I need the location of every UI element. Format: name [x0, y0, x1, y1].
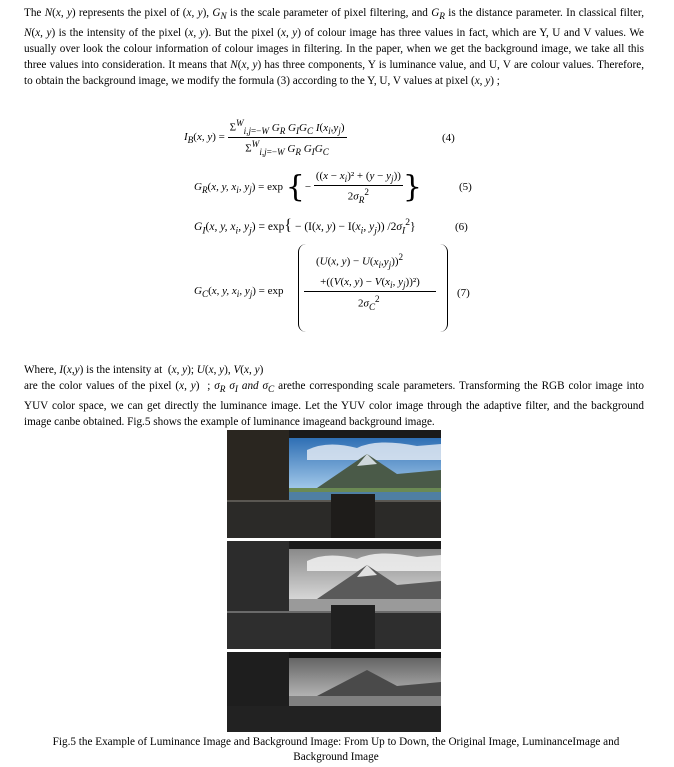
figure-caption: Fig.5 the Example of Luminance Image and Background Image: From Up to Down, the Original Image, LuminanceImage and Background Image	[52, 736, 620, 763]
equation-7-line2: +((V(x, $y) - V(x_i$, $y_j))^2$)	[304, 276, 436, 292]
equation-7-line1: (U(x, $y) - U(x_i,y_j))^2$	[316, 252, 404, 270]
equation-6-number: (6)	[455, 221, 468, 233]
paragraph-1: The N(x, y) represents the pixel of (x, y), $G_N$ is the scale parameter of pixel filtering, and $G_R$ is the distance parameter. In classical filter, N(x, y) is the intensity of the pixel (x, y). But the pixel (x, y) of colour image has three values in fact, which are Y, U and V values. We usually over look the colour information of colour images in filtering. In the paper, when we get the background image, we take all this three values into consideration. It means that N(x, y) has three components, Y is luminance value, and U, V are colour values. Therefore, to obtain the background image, we modify the formula (3) according to the Y, U, V values at pixel (x, y) ;	[24, 7, 644, 87]
original-image	[227, 430, 441, 538]
paragraph-2: Where, I(x,y) is the intensity at (x, y); U(x, y), V(x, y) are the color values of the pixel (x, y) ; $\sigma_R$ $\sigma_I$ and $\sigma_C$ arethe corresponding scale parameters. Transforming the RGB color image into YUV color space, we can get directly the luminance image. Let the YUV color image through the adaptive filter, and the background image canbe obtained. Fig.5 shows the example of luminance imageand background image.	[24, 364, 644, 428]
equation-4-number: (4)	[442, 132, 455, 144]
equation-7-lhs: $G_C(x$, y, $x_i$, $y_j) = \exp$	[194, 285, 284, 300]
equation-6: $G_I(x$, y, $x_i$, $y_j) = \exp\{ - (I(x$, $y) - I(x_i$, $y_j$)) $/2\sigma_I^2$}	[194, 217, 416, 237]
equation-7-number: (7)	[457, 287, 470, 299]
equation-5-number: (5)	[459, 181, 472, 193]
equation-4: $I_B(x$, y) = $\frac{\Sigma^W_{i,j=-W} G_R G_IG_C I(x_i,y_j)}{\Sigma^W_{i,j=-W} G_R G_IG_C}$	[184, 118, 345, 157]
equation-5-fraction: $\frac{((x - x_i)^2 + (y - y_j))}{2\sigma_R^2}$	[315, 170, 401, 206]
equation-7-denominator: $2\sigma_C^2$	[358, 294, 380, 312]
equation-5: $G_R(x$, y, $x_i$, $y_j) = \exp$ {− $\frac{((x - x_i)^2 + (y - y_j))}{2\sigma_R^2}$ }	[194, 169, 422, 206]
equation-4-fraction: $\frac{\Sigma^W_{i,j=-W} G_R G_IG_C I(x_i,y_j)}{\Sigma^W_{i,j=-W} G_R G_IG_C}$	[229, 118, 345, 157]
luminance-image	[227, 541, 441, 649]
